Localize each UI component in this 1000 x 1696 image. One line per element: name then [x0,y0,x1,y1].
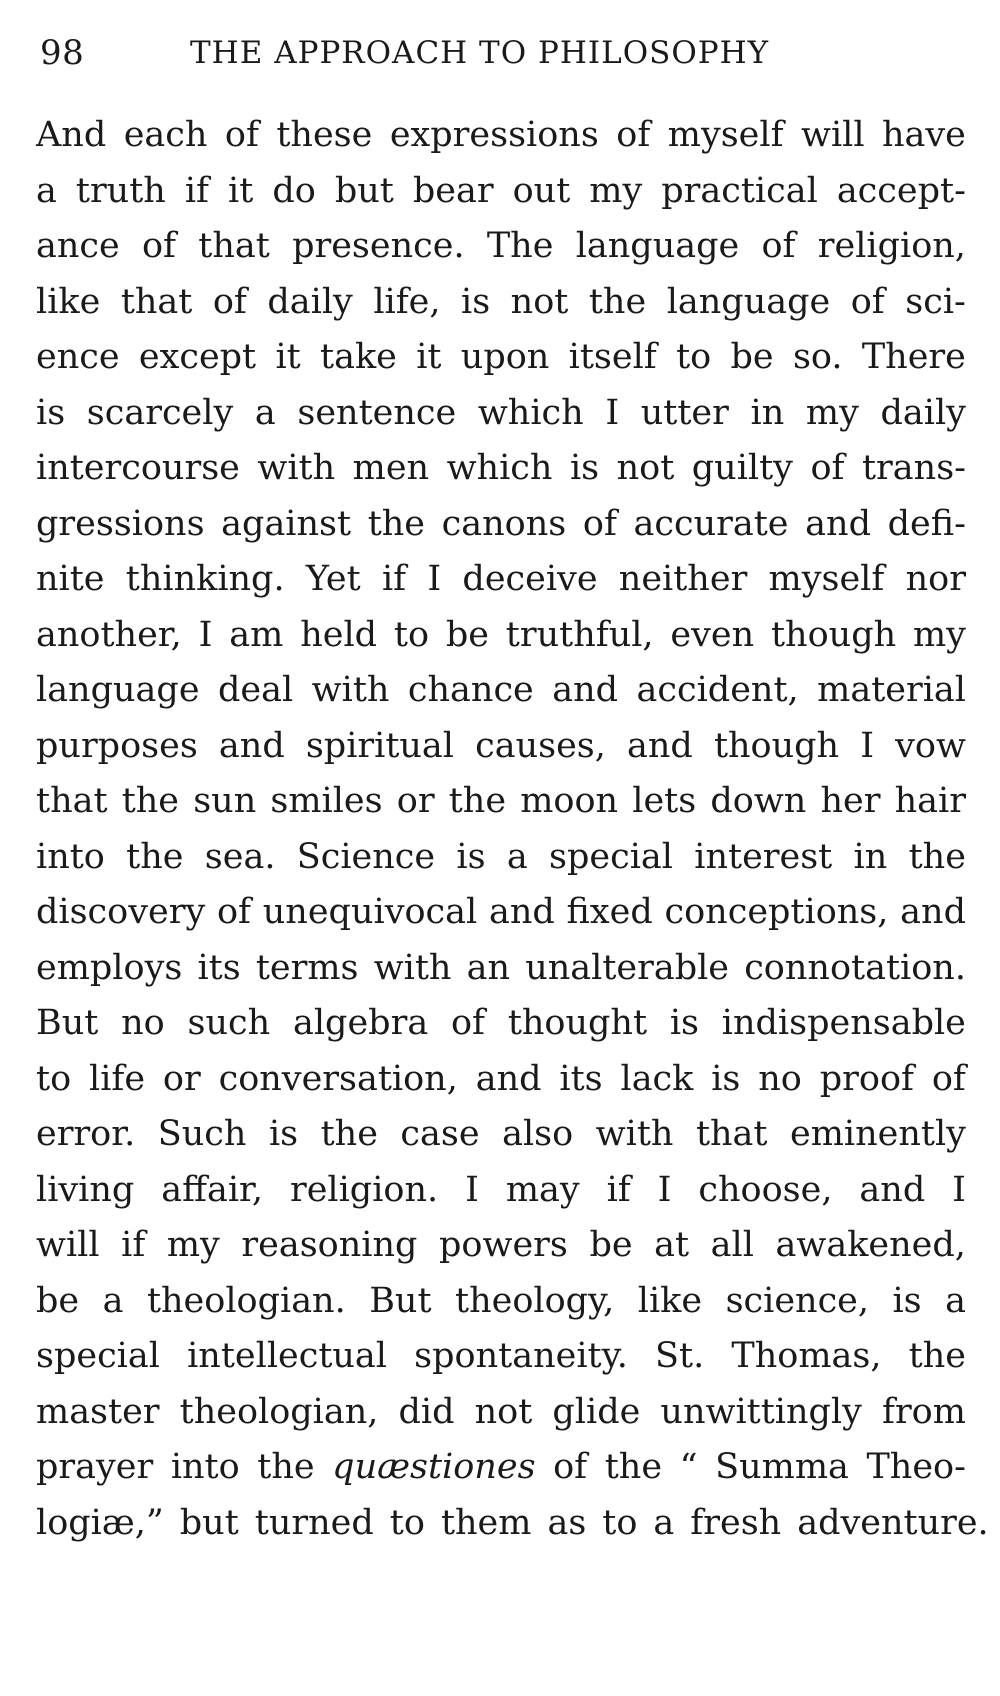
word: all [710,1225,754,1265]
word: language [575,226,740,266]
word: scarcely [86,392,234,433]
word: unequivocal [262,892,478,932]
word: daily [267,281,353,322]
word: thinking. [125,559,285,599]
text-line [36,1163,966,1219]
word: of [616,115,651,155]
text-line [36,996,966,1052]
word: of [224,115,259,155]
text-line [36,1496,989,1552]
word: trans- [861,448,966,488]
word: not [510,281,569,322]
word: hair [894,781,966,821]
word: I [605,392,620,433]
word: though [770,614,897,655]
word: a [102,1280,124,1321]
word: against [221,503,352,544]
word: accurate [633,503,789,544]
word: that [36,781,108,821]
word: living [36,1169,135,1210]
word: of [212,281,247,322]
word: do [272,170,316,211]
word: of [810,448,845,488]
word: thought [507,1003,648,1043]
word: the [126,836,184,877]
word: Summa [715,1447,849,1487]
word: held [300,614,378,655]
word: not [616,448,675,488]
word: religion, [817,226,966,266]
word: so. [792,337,843,377]
word: and [552,670,619,710]
word: is [268,1114,299,1154]
word: an [466,947,511,988]
word: and [488,892,555,932]
text-line [36,108,966,164]
word: St. [655,1336,705,1376]
word: which [477,392,584,433]
text-line [36,497,966,553]
word: will [36,1225,100,1265]
word: but [334,170,394,211]
word: adventure. [797,1502,989,1543]
word: life [89,1058,146,1099]
word: that [120,281,193,322]
word: my [166,1225,220,1265]
word: neither [618,559,748,599]
word: to [36,1058,72,1099]
word: spiritual [305,725,454,766]
word: choose, [698,1169,833,1210]
word: the [320,1114,378,1154]
text-line [36,774,966,830]
word: except [138,337,257,377]
word: or [162,1058,201,1099]
word: have [882,115,966,155]
word: theologian, [179,1391,379,1432]
word: language [36,670,200,710]
word: like [36,281,101,322]
page-number: 98 [40,33,85,73]
word: like [637,1280,703,1321]
word: I [657,1169,672,1210]
word: There [861,337,966,377]
word: if [381,559,407,599]
word: in [853,836,888,877]
word: chance [407,670,534,710]
text-line [36,1052,966,1108]
text-line [36,719,966,775]
word: lack [620,1058,694,1099]
word: special [549,836,673,877]
word: awakened, [775,1225,966,1265]
word: practical [661,170,818,211]
word: deal [218,670,294,710]
word: fresh [690,1502,782,1543]
word: in [750,392,785,433]
word: the [908,1336,966,1376]
word: But [369,1280,432,1321]
text-line [36,1329,966,1385]
word: Science [296,836,436,877]
word: gressions [36,503,205,544]
word: of [216,892,252,932]
text-line [36,552,966,608]
word: her [820,781,881,821]
word: down [710,781,807,821]
word: algebra [293,1003,429,1043]
word: to [676,337,712,377]
word: the [604,1447,663,1487]
word: of [553,1447,588,1487]
word: nor [905,559,966,599]
word: case [400,1114,480,1154]
word: if [184,170,210,211]
text-line [36,330,966,386]
word: am [229,614,284,655]
word: truth [75,170,166,211]
word: indispensable [721,1003,966,1043]
word: and [859,1169,926,1210]
word: ance [36,226,120,266]
word: the [367,503,426,544]
word: a [36,170,57,211]
word: the [908,836,966,877]
word: religion. [289,1169,439,1210]
text-line [36,164,966,220]
word: no [121,1003,165,1043]
word: sentence [297,392,457,433]
running-head: THE APPROACH TO PHILOSOPHY [190,35,770,71]
word: smiles [270,781,383,821]
word: material [817,670,966,710]
word: did [398,1391,455,1432]
word: not [474,1391,533,1432]
word: and [218,725,285,766]
word: may [505,1169,580,1210]
word: if [606,1169,631,1210]
word: causes, [475,725,606,766]
word: “ [679,1447,698,1487]
word: vow [895,725,966,766]
word: with [595,1114,674,1154]
word: is [892,1280,922,1321]
word: upon [460,337,550,377]
word: but [179,1502,239,1543]
word: and [627,725,693,766]
word: these [276,115,373,155]
word: affair, [161,1169,264,1210]
word: of [761,226,796,266]
word: purposes [36,725,198,766]
word: a [506,836,528,877]
word: into [170,1447,240,1487]
word: accept- [836,170,966,211]
word: moon [520,781,619,821]
word: with [257,448,336,488]
word: truthful, [505,614,654,655]
word: terms [255,947,359,988]
word: conceptions, [664,892,889,932]
word: I [952,1169,966,1210]
word: be [445,614,489,655]
word: a [254,392,276,433]
word: and [805,503,871,544]
word: deceive [462,559,598,599]
word: be [589,1225,633,1265]
word: or [396,781,435,821]
word: employs [36,947,183,988]
word: interest [694,836,833,877]
word: my [912,614,966,655]
page-header [40,28,940,78]
word: ence [36,337,120,377]
word: science, [725,1280,870,1321]
word: take [320,337,397,377]
word: it [416,337,442,377]
word: turned [254,1502,374,1543]
text-line [36,219,966,275]
word: men [352,448,430,488]
word: from [882,1391,966,1432]
word: which [446,448,553,488]
word: a [653,1502,675,1543]
word: the [448,781,507,821]
text-line [36,830,966,886]
word: defi- [887,503,966,544]
word: utter [640,392,729,433]
text-line [36,885,966,941]
word: my [589,170,643,211]
word: bear [412,170,494,211]
word: expressions [389,115,599,155]
word: I [198,614,213,655]
word: be [36,1280,80,1321]
word: another, [36,614,182,655]
word: quæstiones [332,1447,536,1487]
body-paragraph [36,108,989,1551]
word: myself [667,115,784,155]
word: nite [36,559,105,599]
word: them [440,1502,532,1543]
word: though [713,725,840,766]
word: I [465,1169,479,1210]
word: error. [36,1114,136,1154]
word: lets [632,781,697,821]
word: to [602,1502,638,1543]
word: I [860,725,875,766]
word: is [669,1003,699,1043]
word: itself [568,337,657,377]
word: the [588,281,647,322]
word: life, [373,281,441,322]
word: sea. [204,836,276,877]
word: with [311,670,390,710]
word: language [666,281,831,322]
word: of [450,1003,486,1043]
word: and [900,892,966,932]
word: is [36,392,66,433]
text-line [36,1385,966,1441]
word: spontaneity. [414,1336,628,1376]
word: guilty [691,448,793,488]
word: a [945,1280,966,1321]
word: myself [768,559,885,599]
text-line [36,1440,966,1496]
word: its [559,1058,603,1099]
word: daily [880,392,966,433]
word: reasoning [241,1225,418,1265]
word: will [801,115,865,155]
word: of [931,1058,966,1099]
text-line [36,941,966,997]
word: of [141,226,177,266]
word: my [805,392,859,433]
text-line [36,1274,966,1330]
word: Thomas, [731,1336,882,1376]
word: intellectual [187,1336,387,1376]
word: it [228,170,254,211]
word: glide [552,1391,641,1432]
word: sci- [905,281,966,322]
word: discovery [36,892,206,932]
word: be [730,337,774,377]
word: master [36,1391,160,1432]
word: is [461,281,491,322]
word: Theo- [866,1447,966,1487]
word: even [670,614,755,655]
text-line [36,1218,966,1274]
word: Yet [305,559,361,599]
word: is [569,448,600,488]
word: canons [441,503,567,544]
word: powers [439,1225,568,1265]
word: such [187,1003,271,1043]
word: that [198,226,270,266]
word: unalterable [525,947,730,988]
word: connotation. [744,947,966,988]
word: prayer [36,1447,154,1487]
word: also [502,1114,574,1154]
word: to [389,1502,425,1543]
word: But [36,1003,99,1043]
word: to [393,614,430,655]
text-line [36,663,966,719]
word: and [475,1058,542,1099]
word: And [36,115,107,155]
text-line [36,441,966,497]
word: accident, [636,670,799,710]
word: each [123,115,208,155]
word: is [456,836,486,877]
word: the [121,781,180,821]
word: of [582,503,617,544]
text-line [36,608,966,664]
word: unwittingly [660,1391,862,1432]
word: if [121,1225,146,1265]
word: that [695,1114,768,1154]
word: I [427,559,442,599]
word: at [654,1225,690,1265]
word: as [547,1502,587,1543]
word: theology, [455,1280,615,1321]
word: its [197,947,241,988]
word: of [850,281,885,322]
word: theologian. [146,1280,346,1321]
word: the [257,1447,315,1487]
word: Such [157,1114,247,1154]
word: sun [193,781,257,821]
word: no [758,1058,802,1099]
text-line [36,275,966,331]
word: eminently [789,1114,966,1154]
word: The [486,226,554,266]
word: proof [819,1058,914,1099]
word: logiæ,” [36,1502,164,1543]
word: with [373,947,452,988]
word: conversation, [218,1058,458,1099]
word: fixed [566,892,653,932]
word: it [275,337,301,377]
word: presence. [292,226,465,266]
text-line [36,386,966,442]
word: intercourse [36,448,240,488]
word: into [36,836,105,877]
word: special [36,1336,160,1376]
word: is [711,1058,741,1099]
word: out [512,170,571,211]
text-line [36,1107,966,1163]
